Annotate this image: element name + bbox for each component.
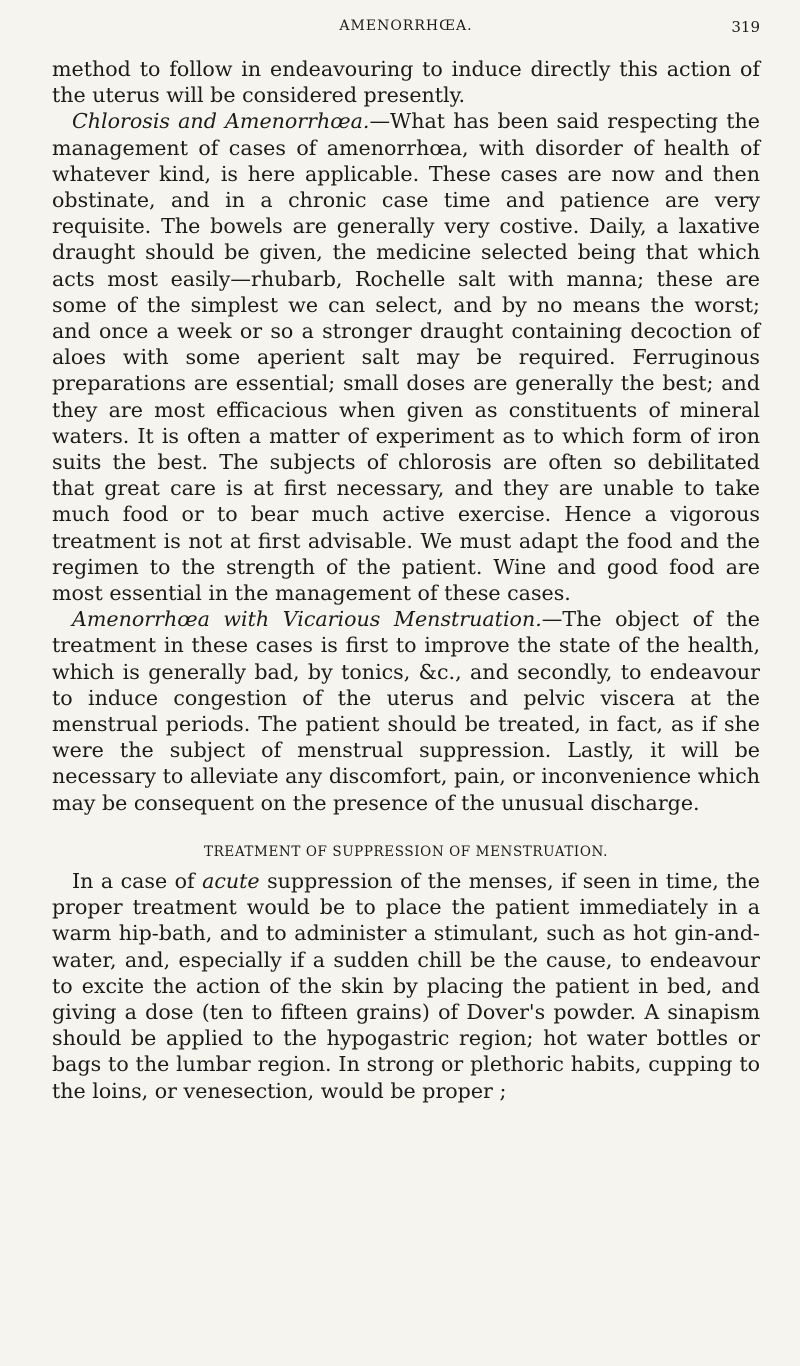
paragraph-text: —The object of the treatment in these cases is first to improve the state of the health, which is generally bad, by tonics, &c., and secondly, to endeavour to induce congestion of the uterus and pelvic viscera at the menstrual periods. The patient should be treated, in fact, as if she were the subject of menstrual suppression. Lastly, it will be necessary to alleviate any discomfort, pain, or inconvenience which may be consequent on the presence of the unusual discharge. — [52, 607, 760, 815]
section-heading: TREATMENT OF SUPPRESSION OF MENSTRUATION. — [204, 843, 608, 860]
paragraph-text: —What has been said respecting the management of cases of amenorrhœa, with disorder of health of whatever kind, is here applicable. These cases are now and then obstinate, and in a chronic case time and patience are very requisite. The bowels are generally very costive. Daily, a laxative draught should be given, the medicine selected being that which acts most easily—rhubarb, Rochelle salt with manna; these are some of the simplest we can select, and by no means the worst; and once a week or so a stronger draught containing decoction of aloes with some aperient salt may be required. Ferruginous preparations are essential; small doses are generally the best; and they are most efficacious when given as constituents of mineral waters. It is often a matter of experiment as to which form of iron suits the best. The subjects of chlorosis are often so debilitated that great care is at first necessary, and they are unable to take much food or to bear much active exercise. Hence a vigorous treatment is not at first advisable. We must adapt the food and the regimen to the strength of the patient. Wine and good food are most essential in the management of these cases. — [52, 109, 760, 606]
paragraph-acute-suppression — [52, 868, 760, 1104]
paragraph-heading: Amenorrhœa with Vicarious Menstruation. — [72, 607, 542, 632]
running-head: AMENORRHŒA. — [339, 18, 473, 34]
paragraph-vicarious-menstruation — [52, 606, 760, 816]
emphasis-acute: acute — [202, 868, 260, 893]
paragraph-text: method to follow in endeavouring to induce directly this action of the uterus will be considered presently. — [52, 57, 760, 108]
page-header — [52, 18, 760, 42]
paragraph-chlorosis — [52, 108, 760, 606]
page-body — [52, 56, 760, 1104]
paragraph-heading: Chlorosis and Amenorrhœa. — [72, 109, 370, 134]
paragraph-text-start: In a case of — [72, 868, 203, 893]
page-number: 319 — [731, 18, 760, 36]
paragraph-continuation — [52, 56, 760, 108]
paragraph-text-rest: suppression of the menses, if seen in time, the proper treatment would be to place the patient immediately in a warm hip-bath, and to administer a stimulant, such as hot gin-and-water, and, especially if a sudden chill be the cause, to endeavour to excite the action of the skin by placing the patient in bed, and giving a dose (ten to fifteen grains) of Dover's powder. A sinapism should be applied to the hypogastric region; hot water bottles or bags to the lumbar region. In strong or plethoric habits, cupping to the loins, or venesection, would be proper ; — [52, 868, 760, 1103]
